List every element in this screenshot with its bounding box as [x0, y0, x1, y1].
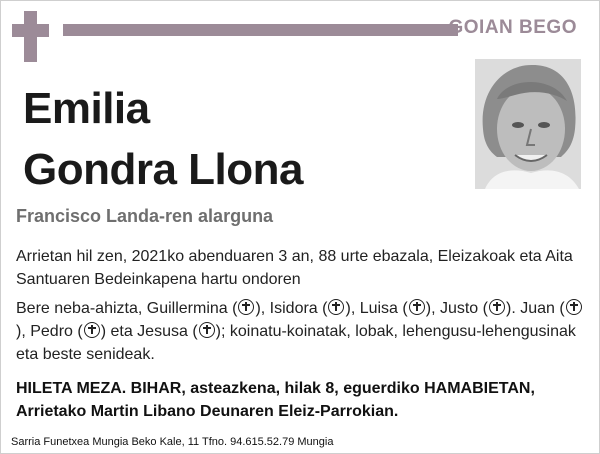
deceased-first-name: Emilia — [23, 84, 150, 133]
cross-symbol-icon — [84, 322, 100, 338]
death-announcement: Arrietan hil zen, 2021ko abenduaren 3 an, 88 urte ebazala, Eleizakoak eta Aita Santuaren Bedeinkapena hartu ondoren — [16, 248, 573, 288]
cross-icon — [12, 11, 49, 62]
cross-symbol-icon — [328, 299, 344, 315]
funeral-details: HILETA MEZA. BIHAR, asteazkena, hilak 8, eguerdiko HAMABIETAN, Arrietako Martin Libano Deunaren Eleiz-Parrokian. — [16, 380, 535, 420]
cross-symbol-icon — [566, 299, 582, 315]
cross-symbol-icon — [409, 299, 425, 315]
portrait-photo — [475, 59, 581, 189]
header-divider — [63, 24, 458, 36]
cross-symbol-icon — [199, 322, 215, 338]
family-paragraph: Bere neba-ahizta, Guillermina ( ), Isidora ( ), Luisa ( ), Justo ( ). Juan (), Pedro ( ) eta Jesusa ( ); koinatu-koinatak, lobak, lehengusu-lehengusinak eta beste senideak. — [16, 297, 586, 366]
deceased-surnames: Gondra Llona — [23, 145, 303, 194]
relation-subtitle: Francisco Landa-ren alarguna — [16, 206, 274, 226]
funeral-home-footer: Sarria Funetxea Mungia Beko Kale, 11 Tfno. 94.615.52.79 Mungia — [11, 436, 334, 448]
cross-symbol-icon — [489, 299, 505, 315]
brand-label: GOIAN BEGO — [448, 17, 577, 38]
cross-symbol-icon — [238, 299, 254, 315]
